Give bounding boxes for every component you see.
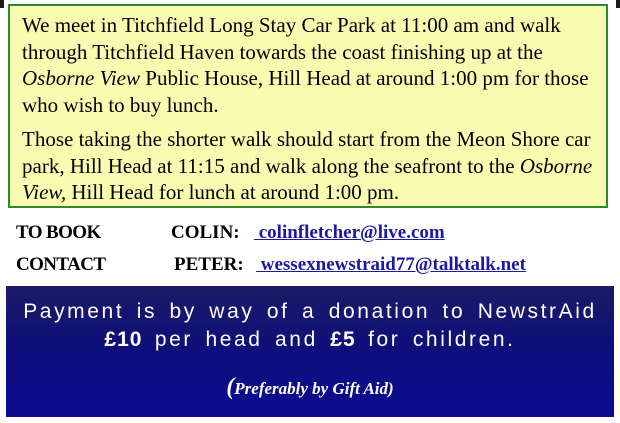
meeting-text-end: Public House, Hill Head at around 1:00 pm for those who wish to buy lunch. <box>22 66 589 117</box>
booking-row-peter <box>8 250 608 280</box>
contact-name-colin: COLIN: <box>171 222 240 243</box>
to-book-label: TO BOOK <box>16 222 101 243</box>
short-walk-text-end: Hill Head for lunch at around 1:00 pm. <box>66 180 400 204</box>
frame-edge-left <box>0 0 4 8</box>
gift-aid-text: Preferably by Gift Aid) <box>234 379 394 398</box>
price-mid-text: per head and <box>142 328 331 351</box>
payment-line-2 <box>6 328 614 352</box>
venue-name-2: Osborne View, <box>22 153 593 204</box>
meeting-text-start: We meet in Titchfield Long Stay Car Park at 11:00 am and walk through Titchfield Haven towards the coast finishing up at the <box>22 13 561 64</box>
meeting-paragraph <box>22 12 596 118</box>
email-link-colin[interactable]: colinfletcher@live.com <box>254 222 445 243</box>
gift-aid-note <box>6 374 614 401</box>
payment-line-1: Payment is by way of a donation to NewstrAid <box>23 300 597 323</box>
booking-row-colin <box>8 218 608 248</box>
contact-label: CONTACT <box>16 254 106 275</box>
adult-price: £10 <box>104 328 143 351</box>
gift-aid-paren: ( <box>226 374 235 400</box>
payment-box <box>6 286 614 417</box>
contact-name-peter: PETER: <box>174 254 244 275</box>
frame-edge-right <box>616 0 620 8</box>
booking-section <box>8 216 608 282</box>
venue-name: Osborne View <box>22 66 141 90</box>
short-walk-paragraph <box>22 126 596 206</box>
child-price: £5 <box>330 328 356 351</box>
price-end-text: for children. <box>355 328 516 351</box>
email-link-peter[interactable]: wessexnewstraid77@talktalk.net <box>256 254 526 275</box>
walk-details-box <box>8 4 608 208</box>
short-walk-text-start: Those taking the shorter walk should start from the Meon Shore car park, Hill Head at 11:15 and walk along the seafront to the <box>22 127 591 178</box>
bottom-gap <box>6 417 614 423</box>
